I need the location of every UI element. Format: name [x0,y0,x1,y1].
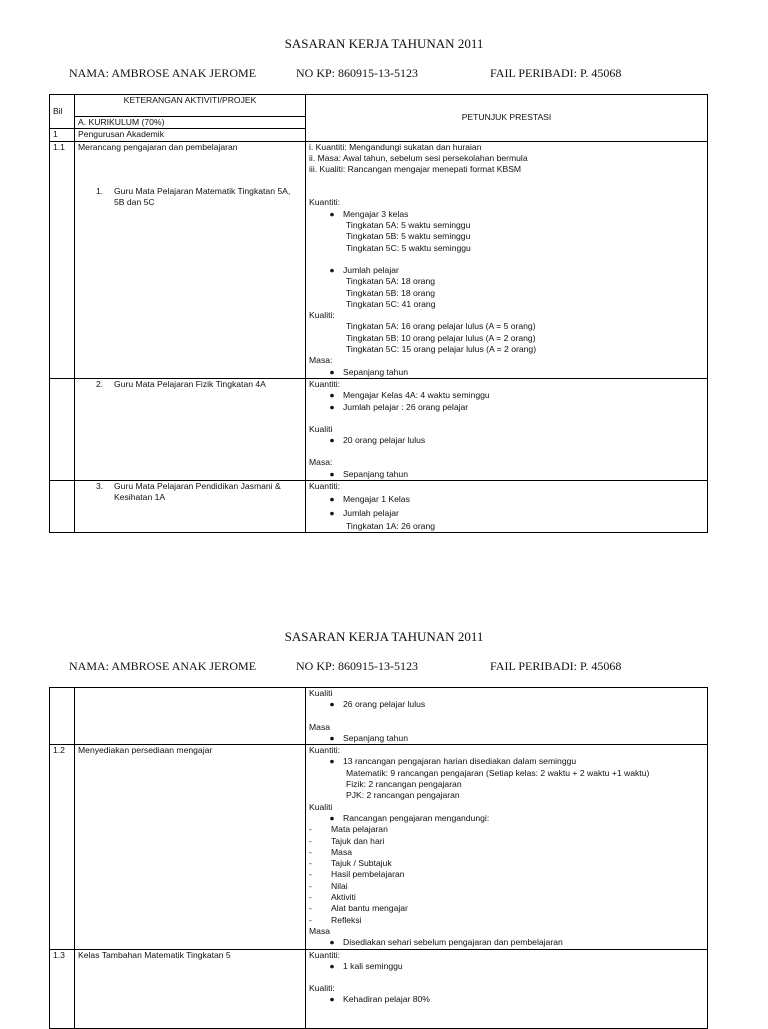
label-kualiti: Kualiti [309,423,333,434]
dash-item: Alat bantu mengajar [331,903,408,914]
row-activity-3 [75,481,306,533]
bullet-item: Disediakan sehari sebelum pengajaran dan pembelajaran [343,937,563,948]
dash-item: Nilai [331,880,348,891]
row-activity-2 [75,378,306,480]
item-text: Guru Mata Pelajaran Matematik Tingkatan 5A, 5B dan 5C [114,185,291,208]
item-number: 3. [96,481,104,492]
row-indicator-1-3: Kuantiti: ● 1 kali seminggu Kualiti: ● Kehadiran pelajar 80% [306,949,708,1028]
detail-line: Tingkatan 5B: 5 waktu seminggu [346,231,471,242]
kurikulum-heading: A. KURIKULUM (70%) [75,117,306,129]
item-text: Guru Mata Pelajaran Pendidikan Jasmani & Kesihatan 1A [114,481,281,503]
dash-item: Mata pelajaran [331,824,388,835]
label-masa: Masa [309,925,331,936]
row-activity-1-2: Menyediakan persediaan mengajar [75,745,306,949]
bullet-item: 1 kali seminggu [343,960,403,971]
item-text: Guru Mata Pelajaran Fizik Tingkatan 4A [114,378,266,389]
indicator-line: ii. Masa: Awal tahun, sebelum sesi persekolahan bermula [309,152,528,163]
label-kuantiti: Kuantiti: [309,949,341,960]
dash-item: Masa [331,846,353,857]
item-number: 1. [96,185,104,196]
bullet-item: Kehadiran pelajar 80% [343,994,430,1005]
row-activity-1-3: Kelas Tambahan Matematik Tingkatan 5 [75,949,306,1028]
bullet-item: Sepanjang tahun [343,468,408,479]
bullet-item: 26 orang pelajar lulus [343,699,426,710]
detail-line: Tingkatan 5A: 16 orang pelajar lulus (A = 5 orang) [346,321,536,332]
bullet-item: 13 rancangan pengajaran harian disediakan dalam seminggu [343,756,577,767]
detail-line: Tingkatan 1A: 26 orang [346,520,436,531]
col-petunjuk-header: PETUNJUK PRESTASI [306,95,708,142]
label-masa: Masa: [309,355,333,366]
row-indicator-cont: Kualiti ● 26 orang pelajar lulus Masa ● Sepanjang tahun [306,688,708,745]
activity-item [78,186,302,209]
dash-item: Tajuk / Subtajuk [331,858,392,869]
label-masa: Masa [309,721,331,732]
row-indicator-1-1: i. Kuantiti: Mengandungi sukatan dan huraian ii. Masa: Awal tahun, sebelum sesi persekolahan bermula iii. Kualiti: Rancangan mengajar menepati format KBSM Kuantiti: ● Mengajar 3 kelas Tingkatan 5A: 5 waktu seminggu Tingkatan 5B: 5 waktu seminggu Tingkatan 5C: 5 waktu seminggu ● Jumlah pelajar Tingkatan 5A: 18 orang Tingkatan 5B: 18 orang Tingkatan 5C: 41 orang Kualiti: Tingkatan 5A: 16 orang pelajar lulus (A = 5 orang) Tingkatan 5B: 10 orang pelajar lulus (A = 2 orang) Tingkatan 5C: 15 orang pelajar lulus (A = 2 orang) Masa: ● Sepanjang tahun [306,141,708,378]
fail-field: FAIL PERIBADI: P. 45068 [490,659,622,673]
activity-title: Merancang pengajaran dan pembelajaran [78,141,238,152]
label-kuantiti: Kuantiti: [309,197,341,208]
bullet-item: Jumlah pelajar [343,264,399,275]
label-kualiti: Kualiti [309,801,333,812]
detail-line: Tingkatan 5C: 5 waktu seminggu [346,242,471,253]
label-kualiti: Kualiti [309,688,333,698]
dash-item: Hasil pembelajaran [331,869,405,880]
bullet-item: 20 orang pelajar lulus [343,435,426,446]
page-title: SASARAN KERJA TAHUNAN 2011 [284,36,484,51]
detail-line: Tingkatan 5A: 5 waktu seminggu [346,220,471,231]
dash-item: Tajuk dan hari [331,835,385,846]
nokp-field: NO KP: 860915-13-5123 [296,66,418,80]
row-no-1-1: 1.1 [50,141,75,378]
detail-line: Fizik: 2 rancangan pengajaran [346,779,462,790]
detail-line: Tingkatan 5B: 18 orang [346,287,436,298]
row-indicator-3: Kuantiti: ● Mengajar 1 Kelas ● Jumlah pelajar Tingkatan 1A: 26 orang [306,481,708,533]
indicator-line: i. Kuantiti: Mengandungi sukatan dan huraian [309,141,482,152]
bullet-item: Jumlah pelajar : 26 orang pelajar [343,401,469,412]
section-label: Pengurusan Akademik [75,129,306,141]
col-ket-header: KETERANGAN AKTIVITI/PROJEK [75,95,306,117]
nokp-field: NO KP: 860915-13-5123 [296,659,418,673]
row-no-1-2: 1.2 [50,745,75,949]
page-title: SASARAN KERJA TAHUNAN 2011 [284,629,484,644]
section-no: 1 [50,129,75,141]
detail-line: PJK: 2 rancangan pengajaran [346,790,460,801]
label-masa: Masa: [309,457,333,468]
bullet-item: Mengajar Kelas 4A: 4 waktu seminggu [343,390,490,401]
skt-table-page2 [49,687,708,1029]
label-kuantiti: Kuantiti: [309,481,341,492]
item-number: 2. [96,378,104,389]
bullet-item: Sepanjang tahun [343,366,408,377]
detail-line: Matematik: 9 rancangan pengajaran (Setiap kelas: 2 waktu + 2 waktu +1 waktu) [346,767,650,778]
bullet-item: Sepanjang tahun [343,732,408,743]
detail-line: Tingkatan 5B: 10 orang pelajar lulus (A = 2 orang) [346,332,536,343]
row-indicator-2: Kuantiti: ● Mengajar Kelas 4A: 4 waktu seminggu ● Jumlah pelajar : 26 orang pelajar Kualiti ● 20 orang pelajar lulus Masa: ● Sepanjang tahun [306,378,708,480]
label-kuantiti: Kuantiti: [309,745,341,756]
indicator-line: iii. Kualiti: Rancangan mengajar menepati format KBSM [309,164,522,175]
skt-table-page1 [49,94,708,533]
label-kuantiti: Kuantiti: [309,378,341,389]
row-indicator-1-2: Kuantiti: ● 13 rancangan pengajaran harian disediakan dalam seminggu Matematik: 9 rancangan pengajaran (Setiap kelas: 2 waktu + 2 waktu +1 waktu) Fizik: 2 rancangan pengajaran PJK: 2 rancangan pengajaran Kualiti ● Rancangan pengajaran mengandungi: - Mata pelajaran - Tajuk dan hari - Masa - Tajuk / Subtajuk - Hasil pembelajaran - Nilai - Aktiviti - Alat bantu mengajar - Refleksi Masa ● Disediakan sehari sebelum pengajaran dan pembelajaran [306,745,708,949]
detail-line: Tingkatan 5C: 15 orang pelajar lulus (A = 2 orang) [346,344,537,355]
fail-field: FAIL PERIBADI: P. 45068 [490,66,622,80]
bullet-item: Mengajar 3 kelas [343,208,409,219]
bullet-item: Rancangan pengajaran mengandungi: [343,812,490,823]
label-kualiti: Kualiti: [309,983,335,994]
label-kualiti: Kualiti: [309,310,335,321]
col-bil-header: Bil [50,95,75,129]
row-no-1-3: 1.3 [50,949,75,1028]
nama-field: NAMA: AMBROSE ANAK JEROME [69,659,257,673]
detail-line: Tingkatan 5A: 18 orang [346,276,436,287]
dash-item: Aktiviti [331,892,356,903]
detail-line: Tingkatan 5C: 41 orang [346,298,436,309]
bullet-item: Mengajar 1 Kelas [343,494,410,505]
nama-field: NAMA: AMBROSE ANAK JEROME [69,66,257,80]
row-activity-1-1 [75,141,306,378]
dash-item: Refleksi [331,914,362,925]
bullet-item: Jumlah pelajar [343,507,399,518]
